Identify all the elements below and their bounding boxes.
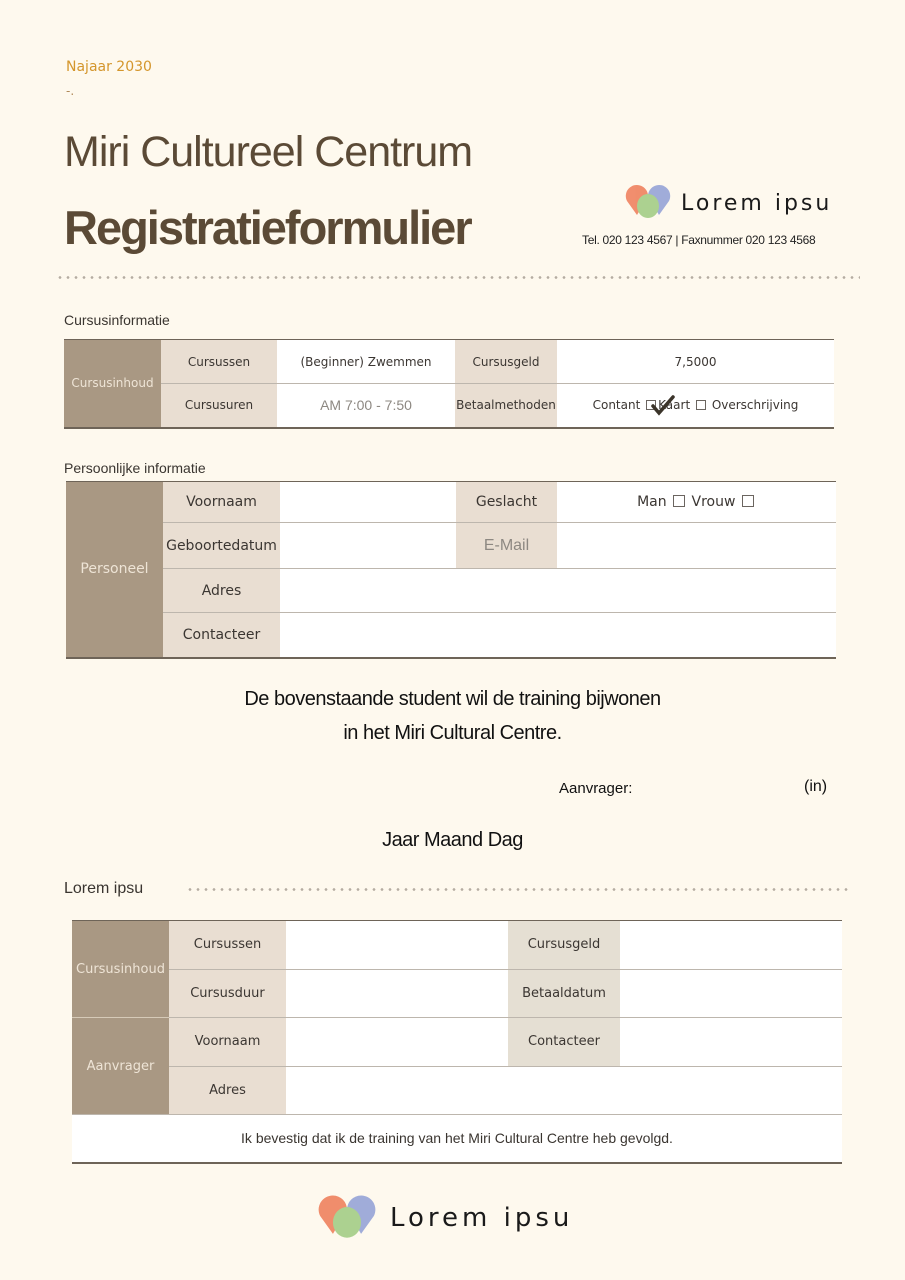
course-duration-field[interactable] bbox=[286, 969, 508, 1018]
brand-logo bbox=[623, 183, 832, 223]
label-course-fee-receipt: Cursusgeld bbox=[508, 921, 620, 970]
gender-male-checkbox[interactable] bbox=[673, 495, 685, 507]
contact-receipt-field[interactable] bbox=[620, 1018, 842, 1067]
group-label-applicant: Aanvrager bbox=[72, 1018, 169, 1115]
section-title-course: Cursusinformatie bbox=[64, 312, 170, 328]
label-birthdate: Geboortedatum bbox=[163, 523, 280, 569]
gender-female-label: Vrouw bbox=[691, 494, 736, 510]
label-first-name-receipt: Voornaam bbox=[169, 1018, 286, 1067]
label-contact-receipt: Contacteer bbox=[508, 1018, 620, 1067]
label-gender: Geslacht bbox=[456, 482, 557, 523]
payment-option-card-label[interactable]: Kaart bbox=[658, 398, 691, 413]
group-label-personnel: Personeel bbox=[66, 482, 163, 658]
course-fee-receipt-field[interactable] bbox=[620, 921, 842, 970]
label-first-name: Voornaam bbox=[163, 482, 280, 523]
first-name-receipt-field[interactable] bbox=[286, 1018, 508, 1067]
label-course-hours: Cursusuren bbox=[161, 384, 277, 428]
label-contact: Contacteer bbox=[163, 613, 280, 658]
label-courses: Cursussen bbox=[161, 340, 277, 384]
confirmation-text: Ik bevestig dat ik de training van het Miri Cultural Centre heb gevolgd. bbox=[72, 1115, 842, 1163]
courses-receipt-field[interactable] bbox=[286, 921, 508, 970]
payment-methods-options bbox=[557, 384, 834, 428]
receipt-table bbox=[72, 920, 842, 1164]
form-title: Registratieformulier bbox=[64, 201, 471, 254]
gender-options bbox=[557, 482, 836, 523]
section-title-receipt: Lorem ipsu bbox=[64, 880, 144, 897]
contact-info: Tel. 020 123 4567 | Faxnummer 020 123 4568 bbox=[582, 233, 816, 247]
payment-option-transfer-checkbox[interactable] bbox=[696, 400, 706, 410]
brand-name: Lorem ipsu bbox=[681, 190, 833, 216]
label-payment-date: Betaaldatum bbox=[508, 969, 620, 1018]
label-course-fee: Cursusgeld bbox=[455, 340, 557, 384]
dash-mark: -. bbox=[66, 84, 75, 98]
payment-option-transfer-label: Overschrijving bbox=[711, 398, 799, 413]
contact-field[interactable] bbox=[280, 613, 836, 658]
label-address: Adres bbox=[163, 569, 280, 613]
label-payment-methods: Betaalmethoden bbox=[455, 384, 557, 428]
heart-logo-icon bbox=[623, 183, 673, 223]
organization-title: Miri Cultureel Centrum bbox=[64, 128, 473, 176]
gender-female-checkbox[interactable] bbox=[742, 495, 754, 507]
statement-line-1: De bovenstaande student wil de training bijwonen bbox=[244, 688, 661, 710]
label-course-duration: Cursusduur bbox=[169, 969, 286, 1018]
course-name-field[interactable]: (Beginner) Zwemmen bbox=[277, 340, 455, 384]
label-courses-receipt: Cursussen bbox=[169, 921, 286, 970]
course-info-table bbox=[64, 339, 834, 429]
personal-info-table bbox=[66, 481, 836, 659]
season-label: Najaar 2030 bbox=[66, 59, 152, 75]
payment-option-cash-label: Contant bbox=[592, 398, 641, 413]
birthdate-field[interactable] bbox=[280, 523, 456, 569]
dotted-divider bbox=[56, 276, 860, 279]
date-line: Jaar Maand Dag bbox=[382, 829, 523, 851]
course-fee-field[interactable]: 7,5000 bbox=[557, 340, 834, 384]
group-label-course-receipt: Cursusinhoud bbox=[72, 921, 169, 1018]
applicant-label: Aanvrager: bbox=[559, 780, 633, 797]
dotted-divider bbox=[186, 888, 850, 891]
gender-male-label: Man bbox=[637, 494, 667, 510]
heart-logo-icon bbox=[314, 1193, 380, 1243]
course-hours-field[interactable]: AM 7:00 - 7:50 bbox=[277, 384, 455, 428]
email-field[interactable] bbox=[557, 523, 836, 569]
address-field[interactable] bbox=[280, 569, 836, 613]
applicant-signature-suffix: (in) bbox=[804, 778, 828, 795]
section-title-personal: Persoonlijke informatie bbox=[64, 460, 206, 476]
statement-line-2: in het Miri Cultural Centre. bbox=[343, 722, 562, 744]
brand-name-footer: Lorem ipsu bbox=[390, 1203, 574, 1233]
label-address-receipt: Adres bbox=[169, 1066, 286, 1115]
first-name-field[interactable] bbox=[280, 482, 456, 523]
brand-logo-footer bbox=[314, 1193, 573, 1243]
payment-date-field[interactable] bbox=[620, 969, 842, 1018]
group-label-course: Cursusinhoud bbox=[64, 340, 161, 428]
label-email: E-Mail bbox=[456, 523, 557, 569]
address-receipt-field[interactable] bbox=[286, 1066, 842, 1115]
